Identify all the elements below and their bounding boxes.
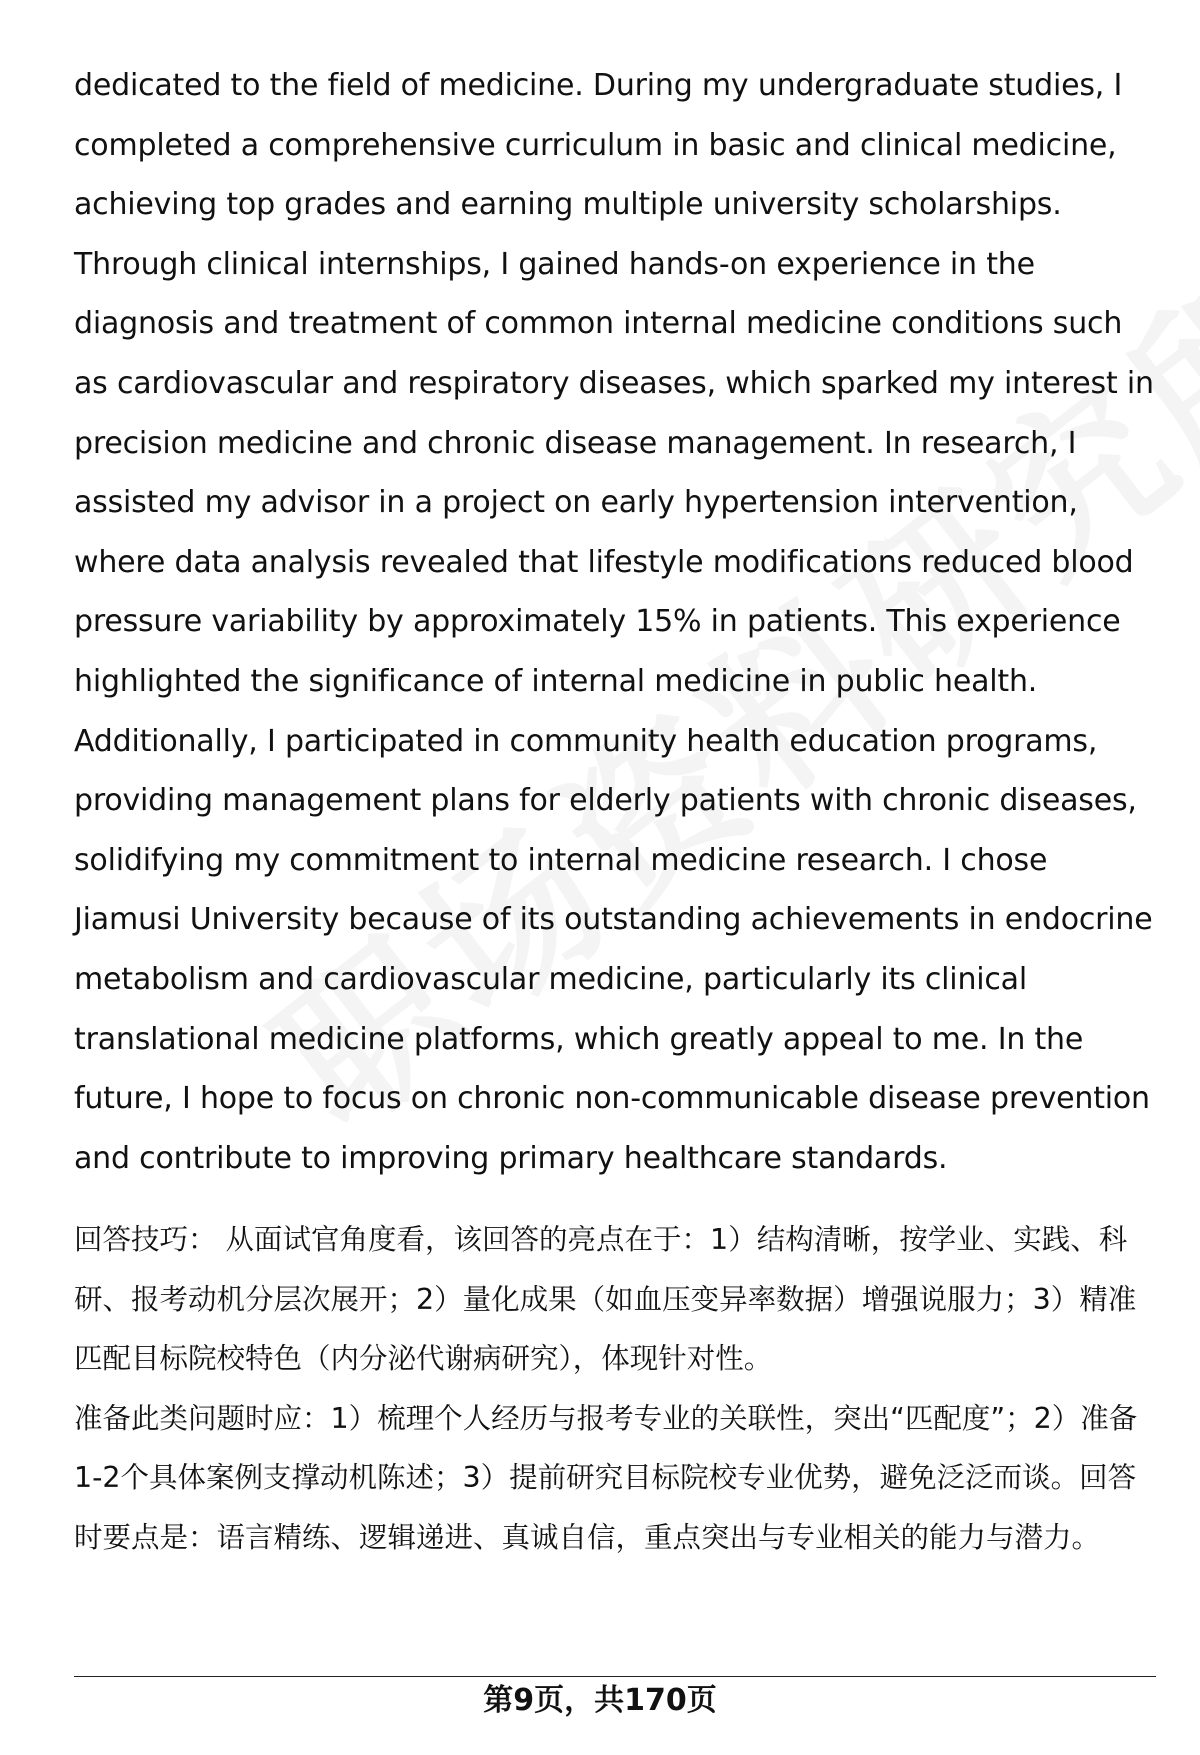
page-number: 第9页，共170页 bbox=[483, 1683, 717, 1718]
footer-divider bbox=[74, 1676, 1156, 1677]
answer-tips-paragraph: 回答技巧： 从面试官角度看，该回答的亮点在于：1）结构清晰，按学业、实践、科研、报考动机分层次展开；2）量化成果（如血压变异率数据）增强说服力；3）精准匹配目标院校特色（内分泌代谢病研究），体现针对性。 bbox=[74, 1223, 1137, 1375]
tips-section bbox=[74, 1210, 1154, 1567]
body-paragraph: dedicated to the field of medicine. During my undergraduate studies, I completed a comprehensive curriculum in basic and clinical medicine, achieving top grades and earning multiple university scholarships. Through clinical internships, I gained hands-on experience in the diagnosis and treatment of common internal medicine conditions such as cardiovascular and respiratory diseases, which sparked my interest in precision medicine and chronic disease management. In research, I assisted my advisor in a project on early hypertension intervention, where data analysis revealed that lifestyle modifications reduced blood pressure variability by approximately 15% in patients. This experience highlighted the significance of internal medicine in public health. Additionally, I participated in community health education programs, providing management plans for elderly patients with chronic diseases, solidifying my commitment to internal medicine research. I chose Jiamusi University because of its outstanding achievements in endocrine metabolism and cardiovascular medicine, particularly its clinical translational medicine platforms, which greatly appeal to me. In the future, I hope to focus on chronic non-communicable disease prevention and contribute to improving primary healthcare standards. bbox=[74, 68, 1154, 1176]
preparation-paragraph: 准备此类问题时应：1）梳理个人经历与报考专业的关联性，突出“匹配度”；2）准备1-2个具体案例支撑动机陈述；3）提前研究目标院校专业优势，避免泛泛而谈。回答时要点是：语言精练、逻辑递进、真诚自信，重点突出与专业相关的能力与潜力。 bbox=[74, 1401, 1138, 1554]
